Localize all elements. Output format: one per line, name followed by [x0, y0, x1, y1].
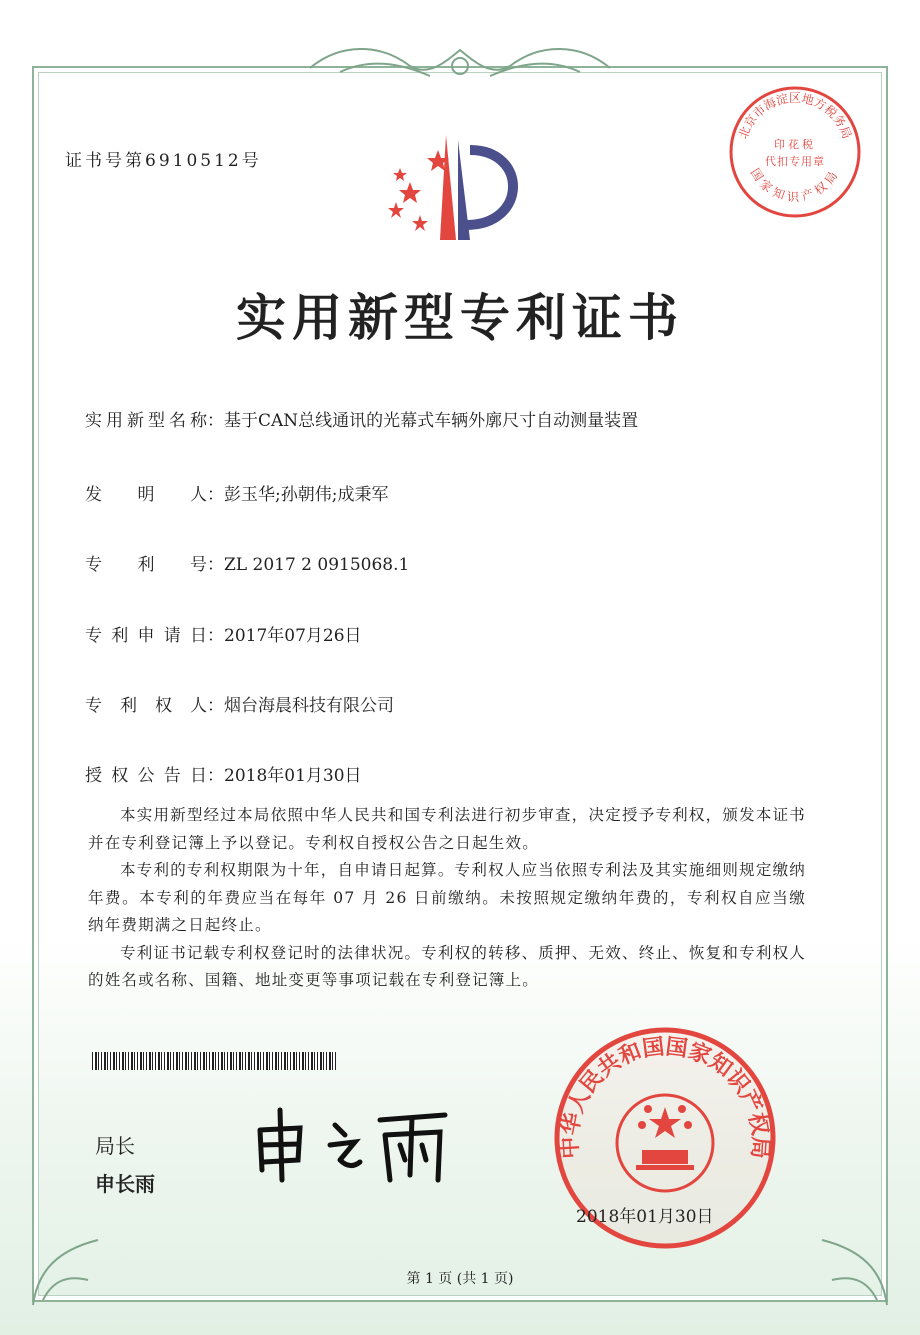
top-ornament-icon: [300, 38, 620, 88]
svg-text:北京市海淀区地方税务局: [736, 90, 854, 140]
svg-text:国家知识产权局: [748, 166, 843, 204]
tax-stamp-outer-text: 北京市海淀区地方税务局: [735, 90, 855, 141]
page-footer: 第 1 页 (共 1 页): [406, 1271, 514, 1287]
field-grant-date: 授权公告日：2018年01月30日: [85, 766, 362, 786]
field-application-date: 专利申请日：2017年07月26日: [85, 626, 362, 646]
legal-text: [88, 802, 806, 995]
signatory-role: 局长: [95, 1134, 135, 1158]
paragraph: 本专利的专利权期限为十年，自申请日起算。专利权人应当依照专利法及其实施细则规定缴纳年费。本专利的年费应当在每年 07 月 26 日前缴纳。未按照规定缴纳年费的，专利权自应当缴纳年费期满之日起终止。: [88, 861, 806, 934]
certificate-number: 证书号第6910512号: [65, 151, 262, 171]
field-utility-model-name: 实用新型名称：基于CAN总线通讯的光幕式车辆外廓尺寸自动测量装置: [85, 411, 639, 431]
office-seal-text: 中华人民共和国国家知识产权局: [557, 1034, 773, 1160]
signature: [250, 1100, 460, 1185]
barcode: [92, 1052, 336, 1070]
field-patentee: 专利权人：烟台海晨科技有限公司: [85, 696, 394, 716]
issue-date: 2018年01月30日: [576, 1207, 714, 1227]
tax-stamp-inner-text: 印花税: [774, 138, 816, 151]
tax-stamp: [727, 84, 863, 220]
tax-stamp-bottom-text: 国家知识产权局: [747, 165, 843, 204]
paragraph: 本实用新型经过本局依照中华人民共和国专利法进行初步审查，决定授予专利权，颁发本证书并在专利登记簿上予以登记。专利权自授权公告之日起生效。: [88, 806, 806, 852]
field-patent-number: 专利号：ZL 2017 2 0915068.1: [85, 555, 410, 575]
certificate-title: 实用新型专利证书: [236, 288, 684, 347]
signatory-name: 申长雨: [95, 1172, 155, 1196]
tax-stamp-inner-text: 代扣专用章: [765, 155, 825, 168]
patent-office-logo-icon: [378, 130, 528, 250]
field-inventors: 发明人：彭玉华;孙朝伟;成秉军: [85, 485, 389, 505]
paragraph: 专利证书记载专利权登记时的法律状况。专利权的转移、质押、无效、终止、恢复和专利权人的姓名或名称、国籍、地址变更等事项记载在专利登记簿上。: [88, 943, 806, 989]
